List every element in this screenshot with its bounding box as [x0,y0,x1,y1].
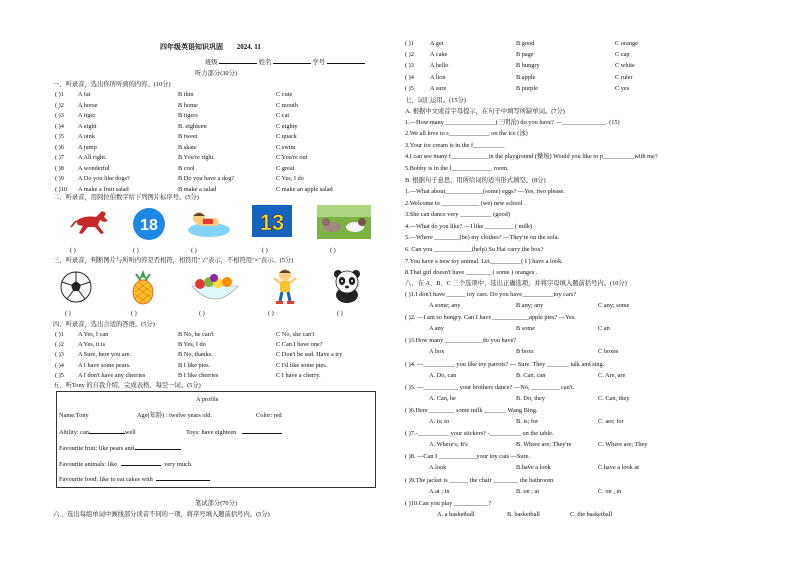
option-a: A get [430,40,444,47]
question-number: ( )5 [55,371,64,379]
question-number: ( )5 [55,133,64,140]
answer-blank[interactable]: ( ) [330,247,336,254]
fill-sentence: 1.—How many ________________(三明治) do you have? —______________. (15) [405,119,620,126]
page-title [160,44,261,51]
panda-picture [330,268,364,304]
option-c: C You're out [276,154,308,161]
choice-question: ( )5. —___________ your brothers dance? —No, _________ can't. [405,383,575,391]
fill-sentence: 4.I can see many f____________in the playground (操场) Would you like to p__________with me? [405,153,658,160]
option-c: C Don't be sad. Have a try [276,351,343,359]
number-label: 学号 [312,59,326,66]
swimmer-picture [187,206,231,238]
option-b: B home [178,101,198,109]
profile-table [56,391,376,488]
option-c: C an [598,325,610,333]
question-number: ( )2 [55,341,64,349]
option-b: B boxs [516,348,534,356]
option-a: A hello [430,62,449,70]
option-a: A. Where's; It's [429,441,468,449]
choice-question: ( )8. —Can I ____________your toy cats —Sure. [405,453,531,461]
fruit-salad-picture [190,272,240,304]
question-number: ( )6 [55,143,64,151]
answer-blank[interactable]: ( ) [133,247,139,254]
animals-label: Favourite animals: like [59,461,118,468]
option-c: C I'd like some pies. [276,361,328,369]
choice-question: ( )1.I don't have ______ toy cars. Do you have__________toy cars? [405,291,577,298]
option-b: B apple [516,73,536,81]
option-b: B. Do, they [516,394,546,402]
option-c: C white [615,62,635,70]
option-a: A. Can, he [429,394,456,402]
profile-title: A profile [196,396,219,403]
option-c: C great [276,164,295,172]
option-b: B I like cherries [178,371,219,379]
profile-ability [59,430,136,436]
option-c: C. the basketball [570,510,613,518]
option-c: C. Are, are [598,371,626,379]
option-c: C cat [276,112,290,119]
ability-blank[interactable] [89,433,125,434]
choice-question: ( )2. —I am so hungry. Can I have____________apple pies? —Yes. [405,314,576,322]
option-b: B any; any [516,302,544,309]
answer-blank[interactable]: ( ) [337,310,343,317]
option-c: C No, she can't [276,331,315,338]
option-a: A tiger [78,112,96,119]
choice-question: ( )9.The jacket is ______ the chair ________ the bathroom [405,476,554,484]
option-b: B good [516,40,535,47]
section6-title: 六 、选出每组单词中画线部分读音不同的一项，将序号填入题前括号内。(5分) [53,511,270,518]
fruit-blank[interactable] [135,449,181,450]
fill-sentence: 4.—What do you like? —I like _________ ( milk) [405,222,533,230]
option-b: B thin [178,91,194,98]
option-b: B No, thanks. [178,351,213,359]
option-b: B tigers [178,112,198,119]
option-a: A. is; to [429,418,450,425]
option-b: B hungry [516,62,540,70]
option-b: B tweet [178,133,198,140]
choice-question: ( )4. —__________ you like toy parrots? --- Sure. They _______ talk and sing. [405,360,605,368]
option-a: A jump [78,143,97,151]
option-a: A.at ; in [429,487,450,495]
choice-question: ( )10.Can you play ___________? [405,499,492,507]
option-c: C cap [615,51,630,59]
number-18-text: 18 [140,217,158,234]
option-a: A Sure, here you are. [78,351,132,359]
section8-title: 八、在 A、B、C 三个选项中，选出正确选项，并将字母填入题前括号内。(10分) [405,280,627,287]
fill-sentence: 2.We all love to s_____________ on the ice (冰) [405,130,528,137]
section3-title: 三、听录音，判断图片与所听内容是否相符，相符用" √"表示，不相符用"×"表示。(5分) [53,257,294,264]
profile-color: Color: red [256,412,282,419]
fill-sentence: 5.Bobby is in the l_____________ room. [405,165,509,172]
option-b: B purple [516,84,538,92]
fruit-label: Favourite fruit: like pears and [59,445,134,452]
toys-label: Toys: have eighteen [186,429,237,436]
answer-blank[interactable]: ( ) [70,247,76,254]
answer-blank[interactable]: ( ) [262,247,268,254]
profile-fruit [59,446,181,452]
answer-blank[interactable]: ( ) [268,310,274,317]
fill-sentence: 1.—What about____________(some) eggs? —Yes, two please. [405,188,565,195]
option-a: A cake [430,51,448,59]
section5-title: 五、听Tony 的自我介绍，完成表格，每空一词。(5分) [53,382,201,389]
question-number: ( )9 [55,175,64,182]
title-date: 2024. 11 [236,43,261,51]
option-c: C boxes [598,348,619,356]
question-number: ( )1 [405,40,414,47]
horse-picture [70,207,114,237]
profile-toys [186,430,282,436]
option-c: C. on , in [598,487,622,495]
answer-blank[interactable]: ( ) [131,310,137,317]
option-c: C Can I have one? [276,341,323,349]
option-a: A horse [78,101,98,109]
option-a: A oink [78,133,95,140]
option-a: A some; any [429,302,461,309]
listening-header: 听力部分(30分) [195,70,237,77]
option-c: C yes [615,84,630,92]
number-13-picture [252,205,292,237]
option-b: B some [516,325,536,333]
option-a: A.look [429,464,447,472]
option-a: A sure [430,84,447,92]
option-b: B skate [178,143,197,151]
fill-sentence: 7.You have a new toy animal. Let__________( I ) have a look. [405,257,563,265]
option-b: B. basketball [507,510,540,518]
option-c: C. are; for [598,418,624,425]
fill-sentence: 2.Welcome to ____________ (we) new school . [405,199,526,207]
option-c: C.have a look at [598,464,639,472]
student-info [205,60,365,66]
option-b: B. Where are; They're [516,441,572,449]
option-a: A wonderful [78,164,110,172]
answer-blank[interactable]: ( ) [65,310,71,317]
option-b: B make a salad [178,185,217,193]
class-blank[interactable] [219,63,257,64]
class-label: 班级 [205,59,218,66]
option-c: C ruler [615,73,633,81]
written-header: 笔试部分(70分) [195,500,237,507]
option-c: C cute [276,91,293,98]
option-c: C. Where are; They [598,441,648,449]
profile-age: Age(年龄) : twelve years old. [137,412,213,419]
fill-sentence: 5.—Where ________(be) my clothes? —They're on the sofa. [405,234,560,242]
option-b: B You're right. [178,154,215,161]
option-a: A Yes, it is [78,341,106,349]
option-b: B. eighteen [178,122,207,130]
option-c: C I have a cherry. [276,371,321,379]
question-number: ( )7 [55,154,64,161]
fill-sentence: 6. Can you ____________(help) Su Hai carry the box? [405,246,544,253]
option-b: B I like pies. [178,361,211,369]
fill-sentence: 3.Your ice cream is in the f__________ [405,142,505,149]
section7-partA: A. 根据中文或首字母提示，在句子中填写所缺单词。(7分) [405,108,565,115]
answer-blank[interactable]: ( ) [199,310,205,317]
question-number: ( )1 [55,91,64,98]
option-c: C make an apple salad [276,185,333,193]
section7-title: 七、词汇运用。(15分) [405,97,466,104]
option-a: A. Do, can [429,371,457,379]
section7-partB: B. 根据句子意思，用所给词的适当形式填空。(8分) [405,177,546,184]
option-c: C quack [276,133,297,140]
ability-well: well [124,429,136,436]
section1-title: 一、听录音，选出你所听到的内容。(10分) [53,81,171,88]
ability-label: Ability: can [59,429,89,436]
number-blank[interactable] [327,63,365,64]
option-b: B No, he can't [178,331,214,338]
section4-title: 四、听录音，选出合适的答语。(5分) [53,321,155,328]
title-main: 四年级英语知识巩固 [160,43,223,51]
question-number: ( )4 [55,122,64,130]
option-b: B. is; for [516,418,539,425]
option-b: B page [516,51,534,59]
option-a: A. a basketball [437,510,475,518]
option-a: A I don't have any cherries [78,371,146,379]
option-b: B. on ; at [516,487,540,495]
question-number: ( )5 [405,84,414,92]
option-b: B Do you have a dog? [178,175,235,182]
football-picture [60,271,92,303]
option-c: C swim [276,143,296,151]
option-b: B.have a look [516,464,551,472]
option-a: A Yes, I can [78,331,109,338]
option-a: A eight [78,122,97,130]
question-number: ( )4 [55,361,64,369]
toys-blank[interactable] [242,433,282,434]
question-number: ( )10 [55,185,68,193]
dogs-picture [317,205,371,239]
question-number: ( )1 [55,331,64,338]
boy-skating-picture [270,268,300,306]
fill-sentence: 8.That girl doesn't have ________ ( some ) oranges . [405,269,538,277]
question-number: ( )2 [405,51,414,59]
option-c: C. Can, they [598,394,630,402]
fill-sentence: 3.She can dance very __________ (good) [405,211,510,219]
question-number: ( )3 [55,112,64,119]
option-c: C Yes, I do [276,175,304,182]
option-a: A lion [430,73,446,81]
name-label: 姓名 [258,59,272,66]
option-a: A make a fruit salad [78,185,129,193]
animals-very-much: very much. [164,461,193,468]
option-a: A I have some pears. [78,361,131,369]
option-a: A fat [78,91,91,98]
answer-blank[interactable]: ( ) [191,247,197,254]
profile-food [59,477,210,483]
food-blank[interactable] [156,480,210,481]
option-b: B Yes, I do [178,341,206,349]
question-number: ( )8 [55,164,64,172]
pineapple-picture [126,268,160,306]
option-c: C orange [615,40,638,47]
option-b: B. Can, can [516,371,546,379]
option-a: A Do you like dogs? [78,175,130,182]
option-a: A box [429,348,445,356]
question-number: ( )3 [55,351,64,359]
option-a: A All right. [78,154,107,161]
question-number: ( )2 [55,101,64,109]
choice-question: ( )7.-__________ your stickers? -__________ on the table. [405,430,554,438]
choice-question: ( )6.Here ________ some milk _______ Wang Bing. [405,407,538,414]
option-a: A any [429,325,444,333]
number-13-text: 13 [259,210,285,235]
question-number: ( )4 [405,73,414,81]
option-b: B cool [178,164,195,172]
choice-question: ( )3.How many ____________do you have? [405,337,517,345]
animals-blank[interactable] [121,465,161,466]
question-number: ( )3 [405,62,414,70]
profile-animals [59,462,193,468]
section2-title: 二、听录音，用阿拉伯数字给下列图片标序号。(5分) [53,194,199,201]
number-18-picture [131,207,167,241]
option-c: C mouth [276,101,298,109]
option-c: C eighty [276,122,298,130]
profile-name: Name:Tony [59,412,89,419]
option-c: C any; some [598,302,630,309]
name-blank[interactable] [273,63,311,64]
food-label: Favourite food: like to eat cakes with [59,476,153,483]
